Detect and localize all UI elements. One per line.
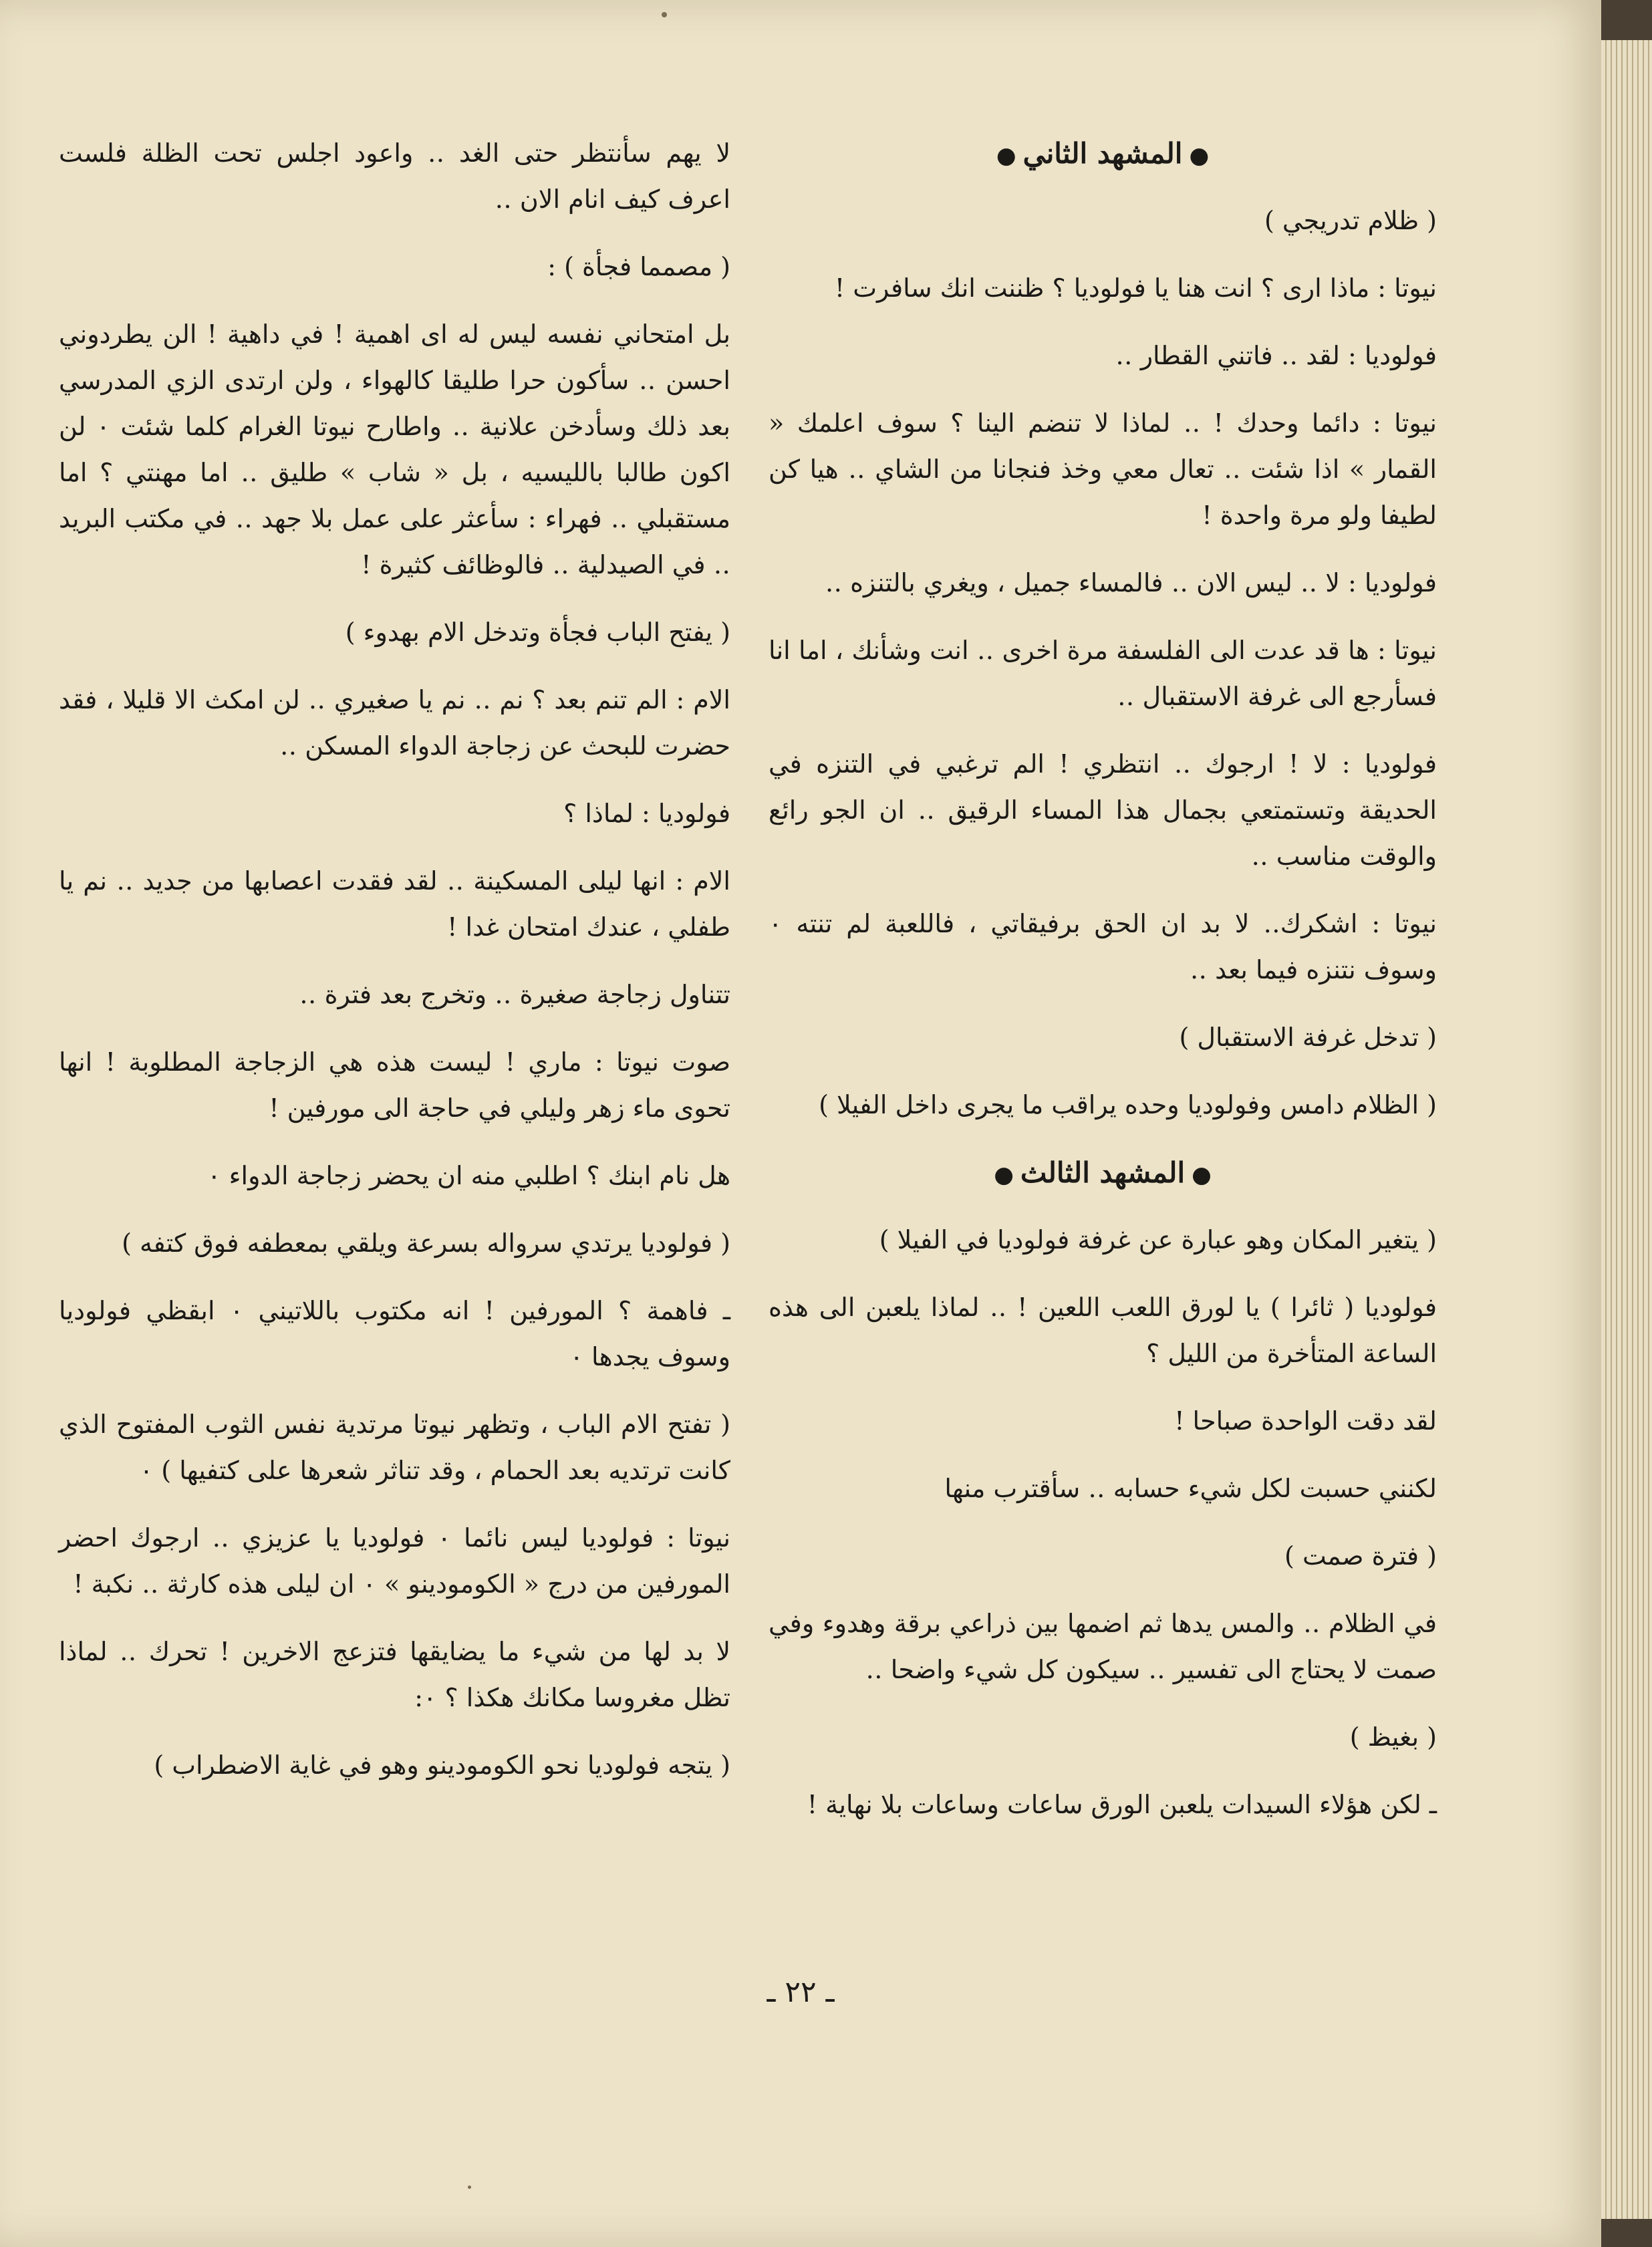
paragraph: فولوديا : لا ‥ ليس الان ‥ فالمساء جميل ، ويغري بالتنزه ‥: [825, 568, 1437, 598]
bullet-icon: ●: [996, 142, 1016, 169]
page-edges: [1601, 40, 1652, 2219]
paragraph: ( يفتح الباب فجأة وتدخل الام بهدوء ): [345, 618, 730, 647]
page-number: ـ ٢٢ ـ: [767, 1975, 835, 2009]
paragraph: ( فترة صمت ): [1284, 1541, 1437, 1571]
paragraph: هل نام ابنك ؟ اطلبي منه ان يحضر زجاجة الدواء ٠: [207, 1161, 730, 1190]
paragraph: تتناول زجاجة صغيرة ‥ وتخرج بعد فترة ‥: [299, 980, 730, 1009]
paragraph: فولوديا : لقد ‥ فاتني القطار ‥: [1115, 341, 1437, 370]
paragraph: نيوتا : فولوديا ليس نائما ٠ فولوديا يا عزيزي ‥ ارجوك احضر المورفين من درج « الكومودينو » ٠ ان ليلى هذه كارثة ‥ نكبة !: [59, 1523, 730, 1599]
paragraph: لقد دقت الواحدة صباحا !: [1174, 1406, 1437, 1436]
paragraph: صوت نيوتا : ماري ! ليست هذه هي الزجاجة المطلوبة ! انها تحوى ماء زهر وليلي في حاجة الى مورفين !: [59, 1047, 730, 1123]
paragraph: لا يهم سأنتظر حتى الغد ‥ واعود اجلس تحت الظلة فلست اعرف كيف انام الان ‥: [59, 138, 730, 214]
paragraph: نيوتا : ماذا ارى ؟ انت هنا يا فولوديا ؟ ظننت انك سافرت !: [834, 273, 1437, 303]
paragraph: ( فولوديا يرتدي سرواله بسرعة ويلقي بمعطفه فوق كتفه ): [122, 1228, 730, 1258]
paper-speck: [468, 2186, 471, 2189]
left-column: [59, 130, 730, 1810]
paragraph: لكنني حسبت لكل شيء حسابه ‥ سأقترب منها: [944, 1474, 1437, 1503]
paragraph: ( بغيظ ): [1349, 1722, 1437, 1752]
right-column: [769, 130, 1437, 1849]
paragraph: نيوتا : اشكرك‥ لا بد ان الحق برفيقاتي ، فاللعبة لم تنته ٠ وسوف نتنزه فيما بعد ‥: [769, 909, 1437, 984]
paragraph: في الظلام ‥ والمس يدها ثم اضمها بين ذراعي برقة وهدوء وفي صمت لا يحتاج الى تفسير ‥ سيكون كل شيء واضحا ‥: [769, 1609, 1437, 1684]
paragraph: ( يتغير المكان وهو عبارة عن غرفة فولوديا في الفيلا ): [879, 1225, 1437, 1254]
paragraph: فولوديا ( ثائرا ) يا لورق اللعب اللعين ! ‥ لماذا يلعبن الى هذه الساعة المتأخرة من الليل ؟: [769, 1293, 1437, 1368]
bullet-icon: ●: [1189, 142, 1210, 169]
paragraph: ( تدخل غرفة الاستقبال ): [1179, 1023, 1437, 1052]
paragraph: فولوديا : لا ! ارجوك ‥ انتظري ! الم ترغبي في التنزه في الحديقة وتستمتعي بجمال هذا المساء الرقيق ‥ ان الجو رائع والوقت مناسب ‥: [769, 749, 1437, 871]
paragraph: ـ لكن هؤلاء السيدات يلعبن الورق ساعات وساعات بلا نهاية !: [807, 1790, 1437, 1819]
paragraph: ( ظلام تدريجي ): [1264, 206, 1437, 235]
paragraph: بل امتحاني نفسه ليس له اى اهمية ! في داهية ! الن يطردوني احسن ‥ سأكون حرا طليقا كالهواء ، ولن ارتدى الزي المدرسي بعد ذلك وسأدخن علانية ‥ واطارح نيوتا الغرام كلما شئت ٠ لن اكون طالبا بالليسيه ، بل « شاب » طليق ‥ اما مهنتي ؟ اما مستقبلي ‥ فهراء : سأعثر على عمل بلا جهد ‥ في مكتب البريد ‥ في الصيدلية ‥ فالوظائف كثيرة !: [59, 319, 730, 579]
paragraph: فولوديا : لماذا ؟: [563, 799, 730, 828]
bullet-icon: ●: [1192, 1162, 1212, 1188]
bullet-icon: ●: [994, 1162, 1014, 1188]
paragraph: لا بد لها من شيء ما يضايقها فتزعج الاخرين ! تحرك ‥ لماذا تظل مغروسا مكانك هكذا ؟ ٠:: [59, 1637, 730, 1712]
paper-speck: [662, 12, 667, 17]
scene-heading-second: ●المشهد الثاني●: [996, 137, 1210, 170]
paragraph: ـ فاهمة ؟ المورفين ! انه مكتوب باللاتيني ٠ ابقظي فولوديا وسوف يجدها ٠: [59, 1296, 730, 1371]
paragraph: ( مصمما فجأة ) :: [547, 252, 730, 281]
paragraph: ( يتجه فولوديا نحو الكومودينو وهو في غاية الاضطراب ): [154, 1750, 730, 1780]
paragraph: ( تفتح الام الباب ، وتظهر نيوتا مرتدية نفس الثوب المفتوح الذي كانت ترتديه بعد الحمام ، وقد تناثر شعرها على كتفيها ) ٠: [59, 1410, 730, 1485]
paragraph: نيوتا : ها قد عدت الى الفلسفة مرة اخرى ‥ انت وشأنك ، اما انا فسأرجع الى غرفة الاستقبال ‥: [769, 636, 1437, 711]
paragraph: الام : الم تنم بعد ؟ نم ‥ نم يا صغيري ‥ لن امكث الا قليلا ، فقد حضرت للبحث عن زجاجة الدواء المسكن ‥: [59, 685, 730, 761]
paragraph: ( الظلام دامس وفولوديا وحده يراقب ما يجرى داخل الفيلا ): [819, 1090, 1437, 1119]
paragraph: نيوتا : دائما وحدك ! ‥ لماذا لا تنضم الينا ؟ سوف اعلمك « القمار » اذا شئت ‥ تعال معي وخذ فنجانا من الشاي ‥ هيا كن لطيفا ولو مرة واحدة !: [769, 408, 1437, 530]
scene-heading-third: ●المشهد الثالث●: [994, 1156, 1212, 1189]
paragraph: الام : انها ليلى المسكينة ‥ لقد فقدت اعصابها من جديد ‥ نم يا طفلي ، عندك امتحان غدا !: [59, 866, 730, 942]
